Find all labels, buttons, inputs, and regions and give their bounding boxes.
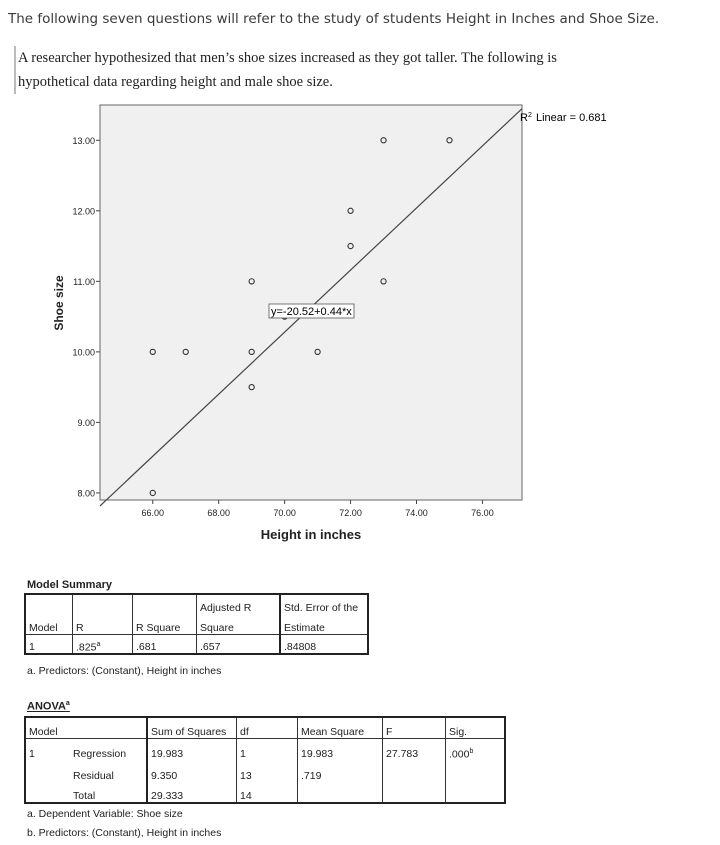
table-row xyxy=(25,634,368,654)
study-description-line-1: A researcher hypothesized that men’s shoe sizes increased as they got taller. The following is xyxy=(18,50,557,66)
std-err-header-2: Estimate xyxy=(280,614,368,634)
r-cell: .825$^a$ xyxy=(73,634,133,654)
residual-mean-sq: .719 xyxy=(298,760,383,782)
residual-label: Residual xyxy=(70,760,147,782)
y-tick-label: 12.00 xyxy=(72,206,95,217)
adj-r-square-header-2: Square xyxy=(197,614,281,634)
regression-df: 1 xyxy=(237,738,298,760)
anova-footnote-a: a. Dependent Variable: Shoe size xyxy=(27,808,183,820)
table-row xyxy=(25,738,505,760)
regression-f: 27.783 xyxy=(383,738,446,760)
regression-sum-sq: 19.983 xyxy=(151,748,184,760)
sum-sq-header: Sum of Squares xyxy=(147,717,237,738)
plot-area xyxy=(100,105,522,500)
table-row xyxy=(25,760,505,782)
residual-df: 13 xyxy=(237,760,298,782)
intro-text: The following seven questions will refer to the study of students Height in Inches and Shoe Size. xyxy=(8,11,660,27)
anova-footnote-b: b. Predictors: (Constant), Height in inches xyxy=(27,827,222,839)
y-tick-label: 13.00 xyxy=(72,135,95,146)
anova-title: ANOVA$^a$ xyxy=(27,700,70,713)
y-tick-label: 11.00 xyxy=(73,276,95,287)
regression-sig: .000$^b$ xyxy=(446,738,506,760)
r2-label: Linear = 0.681 xyxy=(536,112,607,124)
y-tick-label: 8.00 xyxy=(77,488,95,499)
x-tick-label: 76.00 xyxy=(471,508,494,518)
x-tick-label: 74.00 xyxy=(405,508,428,518)
y-axis xyxy=(72,136,100,499)
anova-model-header: Model xyxy=(25,717,70,738)
regression-label: Regression xyxy=(70,738,147,760)
r-square-header: R Square xyxy=(133,614,197,634)
sig-header: Sig. xyxy=(446,717,506,738)
x-tick-label: 70.00 xyxy=(273,508,296,518)
x-tick-label: 72.00 xyxy=(339,508,362,518)
y-tick-label: 10.00 xyxy=(72,347,95,358)
x-axis xyxy=(141,500,493,518)
total-sum-sq: 29.333 xyxy=(147,782,237,803)
study-description-line-2: hypothetical data regarding height and male shoe size. xyxy=(18,74,333,90)
model-summary-table xyxy=(24,593,369,655)
regression-mean-sq: 19.983 xyxy=(298,738,383,760)
model-header: Model xyxy=(25,614,73,634)
anova-model-cell: 1 xyxy=(25,738,70,760)
scatter-chart xyxy=(0,95,720,555)
x-tick-label: 68.00 xyxy=(207,508,230,518)
adj-r-square-header-1: Adjusted R xyxy=(197,594,281,614)
equation-label-box xyxy=(269,304,354,318)
r2-label-prefix: $R^2$ xyxy=(520,112,532,124)
table-row xyxy=(25,782,505,803)
model-summary-title: Model Summary xyxy=(27,579,112,591)
total-label: Total xyxy=(70,782,147,803)
anova-table xyxy=(24,716,506,804)
model-cell: 1 xyxy=(25,634,73,654)
y-axis-label: Shoe size xyxy=(52,275,66,331)
study-description xyxy=(14,46,588,94)
model-summary-footnote: a. Predictors: (Constant), Height in inches xyxy=(27,665,222,677)
total-df: 14 xyxy=(237,782,298,803)
x-tick-label: 66.00 xyxy=(141,508,165,518)
r2-legend xyxy=(520,112,607,124)
residual-sum-sq: 9.350 xyxy=(151,770,178,782)
r-square-cell: .681 xyxy=(133,634,197,654)
x-axis-label: Height in inches xyxy=(260,527,362,542)
f-header: F xyxy=(383,717,446,738)
mean-sq-header: Mean Square xyxy=(298,717,383,738)
std-err-cell: .84808 xyxy=(280,634,368,654)
equation-label: y=-20.52+0.44*x xyxy=(271,306,352,318)
y-tick-label: 9.00 xyxy=(77,417,95,428)
adj-r-square-cell: .657 xyxy=(197,634,281,654)
r-header: R xyxy=(73,614,133,634)
std-err-header-1: Std. Error of the xyxy=(280,594,368,614)
df-header: df xyxy=(237,717,298,738)
